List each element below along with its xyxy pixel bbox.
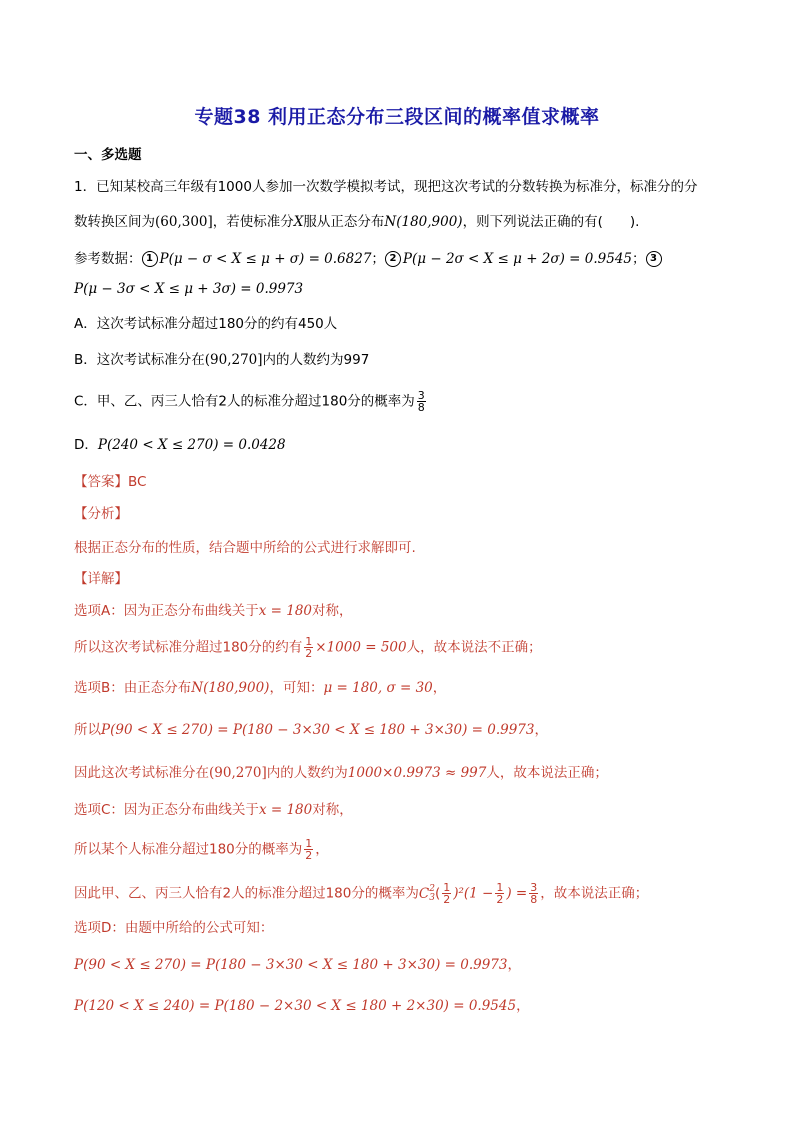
fraction [529, 882, 538, 905]
option-c [74, 390, 428, 413]
detail-d-line-1: 选项D：由题中所给的公式可知： [74, 920, 274, 936]
formula: x = 180 [258, 603, 313, 619]
denominator: 2 [305, 849, 313, 862]
detail-c-line-1 [74, 801, 353, 819]
text: 人，故本说法正确； [486, 765, 608, 781]
option-b [74, 351, 369, 369]
numerator: 1 [305, 635, 313, 648]
text: 服从正态分布 [303, 214, 385, 230]
formula: 1000×0.9973 ≈ 997 [347, 765, 487, 781]
text: ， [315, 841, 329, 858]
analysis-label: 【分析】 [74, 506, 128, 522]
formula: P(90 < X ≤ 270) = P(180 − 3×30 < X ≤ 180 + 3×30) = 0.9973 [101, 722, 535, 738]
text: 人的标准分超过 [231, 885, 326, 902]
interval-math: (90,270] [209, 765, 267, 781]
text: ，可知： [269, 680, 324, 696]
detail-b-line-1 [74, 679, 446, 697]
question-line-2 [74, 213, 639, 231]
option-a: A．这次考试标准分超过180分的约有450人 [74, 316, 338, 332]
numerator: 1 [496, 881, 504, 894]
denominator: 8 [530, 893, 538, 906]
text: ，则下列说法正确的有( ). [462, 214, 640, 230]
detail-b-line-3 [74, 764, 608, 782]
fraction [417, 390, 426, 413]
numerator: 1 [443, 881, 451, 894]
fraction [304, 838, 313, 861]
text: 所以这次考试标准分超过 [74, 639, 223, 656]
text: 所以某个人标准分超过 [74, 841, 209, 858]
answer-value: BC [128, 474, 147, 490]
number: 180 [222, 639, 249, 656]
detail-c-line-3: 因此甲、乙、丙三人恰有2人的标准分超过180分的概率为C 2 3 ( $\frac{1}{2}$ )²(1 − $\frac{1}{2}$ ) = $\frac{3}{8}$ ，故本说法正确； [74, 881, 649, 906]
text: B．这次考试标准分在 [74, 352, 205, 368]
interval-math: (60,300] [155, 214, 213, 230]
detail-d-line-3 [74, 997, 530, 1015]
detail-a-line-2 [74, 636, 542, 659]
text: ， [516, 998, 530, 1014]
reference-formula-2: P(μ − 2σ < X ≤ μ + 2σ) = 0.9545 [402, 251, 633, 267]
text: 因此甲、乙、丙三人恰有 [74, 885, 223, 902]
detail-label: 【详解】 [74, 571, 128, 587]
superscript: 2 [429, 884, 435, 894]
numerator: 1 [305, 837, 313, 850]
formula: ) = [506, 885, 528, 902]
analysis-text: 根据正态分布的性质，结合题中所给的公式进行求解即可. [74, 540, 416, 556]
page-title: 专题38 利用正态分布三段区间的概率值求概率 [194, 106, 600, 128]
formula: ×1000 = 500 [315, 639, 407, 656]
combination-symbol: C [418, 885, 430, 902]
answer-line [74, 473, 146, 491]
formula: μ = 180, σ = 30 [323, 680, 433, 696]
text: 选项B：由正态分布 [74, 680, 192, 696]
number: 180 [209, 841, 235, 858]
text: ， [507, 957, 521, 973]
section-heading: 一、多选题 [74, 147, 142, 163]
detail-b-line-2 [74, 721, 548, 739]
text: 对称， [312, 603, 353, 619]
text: 内的人数约为997 [262, 352, 370, 368]
reference-label: 参考数据： [74, 251, 142, 267]
text: 对称， [312, 802, 353, 818]
numerator: 3 [530, 881, 538, 894]
formula: P(120 < X ≤ 240) = P(180 − 2×30 < X ≤ 180 + 2×30) = 0.9545 [74, 998, 517, 1014]
text: 因此这次考试标准分在 [74, 765, 209, 781]
interval-math: (90,270] [204, 352, 263, 368]
combination [419, 886, 435, 902]
separator: ； [371, 251, 385, 267]
circled-number: 1 [142, 251, 158, 267]
numerator: 3 [417, 389, 425, 402]
text: 分的概率为 [234, 841, 303, 858]
option-d [74, 436, 286, 454]
fraction [304, 636, 313, 659]
denominator: 2 [443, 893, 451, 906]
subscript: 3 [429, 893, 435, 903]
circled-number: 2 [385, 251, 401, 267]
text: 选项C：因为正态分布曲线关于 [74, 802, 259, 818]
circled-number: 3 [646, 251, 662, 267]
reference-data-line [74, 250, 664, 268]
distribution-math: N(180,900) [384, 214, 463, 230]
text: 选项A：因为正态分布曲线关于 [74, 603, 259, 619]
text: D． [74, 437, 98, 453]
separator: ； [632, 251, 646, 267]
combination-indices [429, 885, 435, 903]
text: ， [432, 680, 447, 696]
denominator: 2 [305, 647, 313, 660]
detail-c-line-2 [74, 838, 329, 861]
answer-label: 【答案】 [74, 474, 128, 490]
text: 内的人数约为 [266, 765, 348, 781]
denominator: 2 [496, 893, 504, 906]
formula: )²(1 − [453, 885, 494, 902]
text: 分的概率为 [351, 885, 419, 902]
question-line-1: 1．已知某校高三年级有1000人参加一次数学模拟考试，现把这次考试的分数转换为标准分，标准分的分 [74, 179, 698, 195]
detail-a-line-1 [74, 602, 353, 620]
detail-d-line-2 [74, 956, 521, 974]
text: 分的约有 [248, 639, 303, 656]
formula: P(90 < X ≤ 270) = P(180 − 3×30 < X ≤ 180 + 3×30) = 0.9973 [74, 957, 508, 973]
formula: x = 180 [258, 802, 313, 818]
reference-formula-3: P(μ − 3σ < X ≤ μ + 3σ) = 0.9973 [74, 281, 304, 297]
text: 数转换区间为 [74, 214, 155, 230]
text: C．甲、乙、丙三人恰有2人的标准分超过180分的概率为 [74, 393, 415, 410]
reference-formula-1: P(μ − σ < X ≤ μ + σ) = 0.6827 [159, 251, 372, 267]
variable-math: X [293, 214, 304, 230]
fraction [495, 882, 504, 905]
text: ， [534, 722, 548, 738]
number: 2 [222, 885, 232, 902]
fraction [442, 882, 451, 905]
text: ，若使标准分 [212, 214, 294, 230]
denominator: 8 [417, 401, 425, 414]
text: ，故本说法正确； [540, 885, 649, 902]
text: 所以 [74, 722, 101, 738]
number: 180 [325, 885, 352, 902]
formula: N(180,900) [191, 680, 270, 696]
formula: P(240 < X ≤ 270) = 0.0428 [97, 437, 286, 453]
text: 人，故本说法不正确； [406, 639, 542, 656]
